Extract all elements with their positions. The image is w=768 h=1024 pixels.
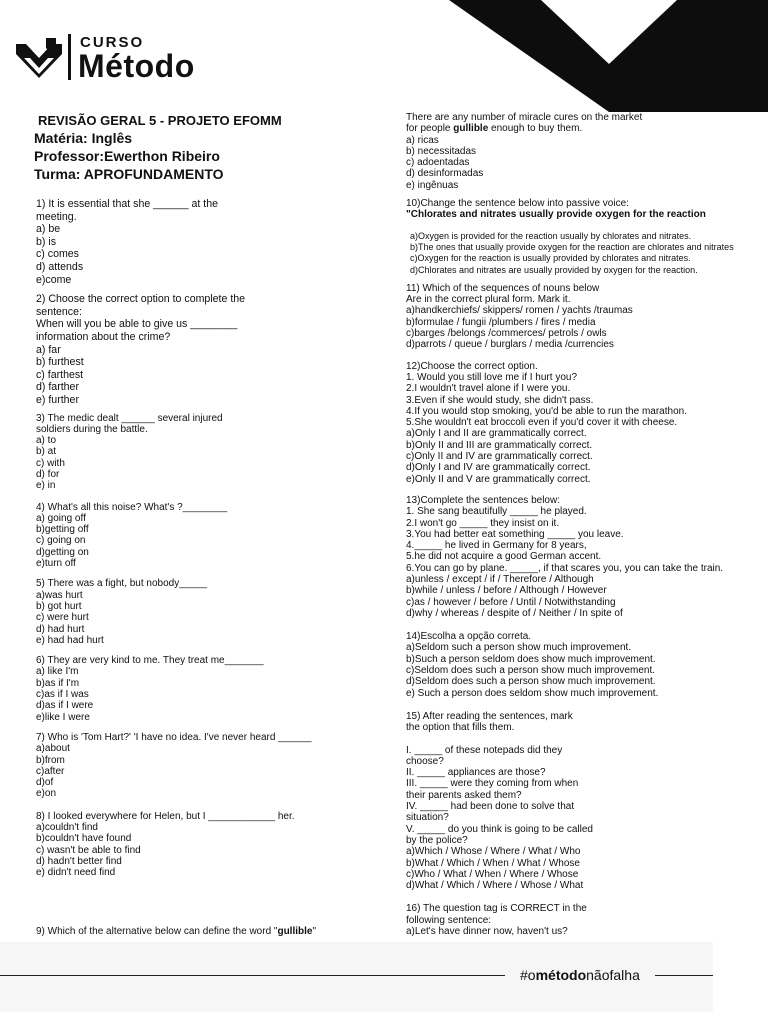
question-line: b)as if I'm xyxy=(36,677,80,689)
question-line: a)unless / except / if / Therefore / Although xyxy=(406,573,594,585)
question-block xyxy=(406,903,756,937)
question-line xyxy=(406,734,756,745)
question-line: a) going off xyxy=(36,512,86,524)
question-line: d) attends xyxy=(36,260,84,273)
question-line: 5.She wouldn't eat broccoli even if you'd cover it with cheese. xyxy=(406,417,678,429)
q9-suffix: " xyxy=(312,926,317,937)
question-line: d) for xyxy=(36,468,60,480)
q9-sentence: There are any number of miracle cures on the market xyxy=(406,112,643,123)
question-line: c) wasn't be able to find xyxy=(36,844,141,856)
question-line: c) were hurt xyxy=(36,612,89,624)
question-line: soldiers during the battle. xyxy=(36,423,148,435)
question-line: d)of xyxy=(36,777,54,789)
slogan-word-2: não xyxy=(586,967,610,983)
question-prompt: 5) There was a fight, but nobody_____ xyxy=(36,578,208,590)
option: b) necessitadas xyxy=(406,145,477,157)
question-line: a)Only I and II are grammatically correct. xyxy=(406,428,587,440)
option: a)Oxygen is provided for the reaction usually by chlorates and nitrates. xyxy=(410,230,692,241)
review-title: REVISÃO GERAL 5 - PROJETO EFOMM xyxy=(38,113,282,128)
option: b)The ones that usually provide oxygen for the reaction are chlorates and nitrates xyxy=(410,241,734,252)
slogan-word-1: método xyxy=(535,967,587,983)
question-line: e) Such a person does seldom show much improvement. xyxy=(406,687,659,699)
question-prompt: 16) The question tag is CORRECT in the xyxy=(406,903,587,915)
question-line: b)while / unless / before / Although / However xyxy=(406,585,607,597)
option: e) ingênuas xyxy=(406,179,459,191)
logo-icon xyxy=(16,36,62,80)
question-line: information about the crime? xyxy=(36,330,171,343)
question-line: situation? xyxy=(406,812,449,824)
question-line: e) in xyxy=(36,480,56,492)
q10-prompt: 10)Change the sentence below into passive voice: xyxy=(406,198,629,210)
question-line: 4.If you would stop smoking, you'd be able to run the marathon. xyxy=(406,405,687,417)
question-line: d)parrots / queue / burglars / media /currencies xyxy=(406,339,614,351)
question-line: e) further xyxy=(36,393,79,406)
question-line: a) be xyxy=(36,223,61,236)
question-line: 3.Even if she would study, she didn't pass. xyxy=(406,394,594,406)
class-line: Turma: APROFUNDAMENTO xyxy=(34,166,224,182)
question-block xyxy=(406,711,756,891)
question-line: d)as if I were xyxy=(36,700,94,712)
slogan-hash: #o xyxy=(520,967,536,983)
question-line: c)barges /belongs /commerces/ petrols / owls xyxy=(406,328,607,340)
footer-rule-right xyxy=(655,975,713,976)
brand-name: Método xyxy=(78,48,195,84)
question-line: d)What / Which / Where / Whose / What xyxy=(406,880,584,892)
question-line: sentence: xyxy=(36,305,82,318)
question-line: b) is xyxy=(36,235,57,248)
question-prompt: 8) I looked everywhere for Helen, but I ____________ her. xyxy=(36,810,295,822)
logo-divider xyxy=(68,34,71,80)
question-line: c)Seldom does such a person show much improvement. xyxy=(406,665,656,677)
question-line: 1. She sang beautifully _____ he played. xyxy=(406,506,587,518)
question-line: c)after xyxy=(36,765,65,777)
question-line: a)was hurt xyxy=(36,589,83,601)
q9-prefix: 9) Which of the alternative below can define the word " xyxy=(36,926,278,937)
question-line: c) with xyxy=(36,457,65,469)
question-prompt: 2) Choose the correct option to complete the xyxy=(36,293,246,306)
q9-sentence-word: gullible xyxy=(453,123,489,135)
question-line: 4._____ he lived in Germany for 8 years, xyxy=(406,540,587,552)
question-line: II. _____ appliances are those? xyxy=(406,767,546,779)
teacher-line: Professor:Ewerthon Ribeiro xyxy=(34,148,220,164)
question-line: c)as if I was xyxy=(36,689,89,701)
question-line: 3.You had better eat something _____ you leave. xyxy=(406,528,624,540)
question-block xyxy=(36,502,396,570)
question-block xyxy=(406,283,756,351)
option: d)Chlorates and nitrates are usually provided by oxygen for the reaction. xyxy=(410,264,698,275)
question-line: e)Only II and V are grammatically correct. xyxy=(406,473,591,485)
question-prompt: 3) The medic dealt ______ several injured xyxy=(36,412,223,424)
question-block xyxy=(406,631,756,699)
question-line: III. _____ were they coming from when xyxy=(406,778,579,790)
right-column xyxy=(406,112,756,944)
q10-sentence: "Chlorates and nitrates usually provide oxygen for the reaction xyxy=(406,209,706,221)
slogan-word-3: falha xyxy=(609,967,640,983)
question-line: meeting. xyxy=(36,210,77,223)
question-line: e) had had hurt xyxy=(36,634,104,646)
right-questions xyxy=(406,283,756,937)
question-prompt: 13)Complete the sentences below: xyxy=(406,494,560,506)
question-line: a) far xyxy=(36,343,61,356)
question-line: a) to xyxy=(36,435,57,447)
left-column xyxy=(36,198,396,885)
option: c) adoentadas xyxy=(406,157,470,169)
question-prompt: 14)Escolha a opção correta. xyxy=(406,631,532,643)
question-9 xyxy=(36,926,316,937)
question-line: b) got hurt xyxy=(36,600,82,612)
question-block xyxy=(36,293,396,406)
question-line: 6.You can go by plane. _____, if that scares you, you can take the train. xyxy=(406,562,724,574)
question-line: a)Seldom such a person show much improvement. xyxy=(406,642,632,654)
question-line: e)come xyxy=(36,273,72,286)
question-line: d)Seldom does such a person show much improvement. xyxy=(406,676,656,688)
question-line: c) farthest xyxy=(36,368,84,381)
question-line: c)Only II and IV are grammatically correct. xyxy=(406,451,593,463)
document-header xyxy=(34,112,282,183)
footer-rule-left xyxy=(0,975,505,976)
question-line: b)getting off xyxy=(36,524,89,536)
question-line: a)Let's have dinner now, haven't us? xyxy=(406,926,568,937)
question-line: d) farther xyxy=(36,381,79,394)
question-block xyxy=(406,495,756,619)
option: a) ricas xyxy=(406,134,439,146)
question-line: a)handkerchiefs/ skippers/ romen / yachts /traumas xyxy=(406,305,633,317)
question-line: 2.I wouldn't travel alone if I were you. xyxy=(406,383,571,395)
question-line: following sentence: xyxy=(406,914,492,926)
question-line: 5.he did not acquire a good German accent. xyxy=(406,551,602,563)
question-line: b)Only II and III are grammatically correct. xyxy=(406,439,593,451)
question-line: 2.I won't go _____ they insist on it. xyxy=(406,517,560,529)
question-line: e)turn off xyxy=(36,558,76,570)
question-block xyxy=(36,811,396,879)
subject-line: Matéria: Inglês xyxy=(34,130,133,146)
question-line: b)from xyxy=(36,754,65,766)
question-line: e)like I were xyxy=(36,711,90,723)
question-line: choose? xyxy=(406,755,444,767)
question-line: 1. Would you still love me if I hurt you? xyxy=(406,371,578,383)
brand-prefix: CURSO xyxy=(80,34,145,51)
option: d) desinformadas xyxy=(406,168,484,180)
question-line: b)formulae / fungii /plumbers / fires / media xyxy=(406,316,596,328)
question-prompt: 4) What's all this noise? What's ?________ xyxy=(36,501,228,513)
question-line: d) hadn't better find xyxy=(36,855,122,867)
question-block xyxy=(36,732,396,800)
question-line: their parents asked them? xyxy=(406,789,522,801)
q9-sentence-pre: for people xyxy=(406,123,454,135)
question-10 xyxy=(406,198,756,276)
question-line: a)Which / Whose / Where / What / Who xyxy=(406,846,581,858)
question-line: c)Who / What / When / Where / Whose xyxy=(406,868,579,880)
question-line: b)What / Which / When / What / Whose xyxy=(406,857,580,869)
option: c)Oxygen for the reaction is usually provided by chlorates and nitrates. xyxy=(410,253,691,264)
question-block xyxy=(406,361,756,485)
question-block xyxy=(36,655,396,723)
question-line: e)on xyxy=(36,788,57,800)
question-line: b) at xyxy=(36,446,57,458)
question-line: c) comes xyxy=(36,248,79,261)
question-line: c)as / however / before / Until / Notwithstanding xyxy=(406,596,616,608)
question-prompt: 6) They are very kind to me. They treat me_______ xyxy=(36,655,264,667)
question-prompt: 1) It is essential that she ______ at the xyxy=(36,198,218,210)
question-prompt: 11) Which of the sequences of nouns below xyxy=(406,282,600,294)
question-prompt: 15) After reading the sentences, mark xyxy=(406,710,573,722)
q9-sentence-post: enough to buy them. xyxy=(488,123,583,135)
q9-word: gullible xyxy=(277,926,313,937)
question-prompt: 7) Who is 'Tom Hart?' 'I have no idea. I've never heard ______ xyxy=(36,731,312,743)
footer-slogan xyxy=(520,967,640,983)
question-line: b)couldn't have found xyxy=(36,833,132,845)
question-line: d)Only I and IV are grammatically correct. xyxy=(406,462,591,474)
question-prompt: 12)Choose the correct option. xyxy=(406,360,538,372)
decorative-chevron-graphic xyxy=(449,0,768,112)
question-line: When will you be able to give us ________ xyxy=(36,318,238,331)
question-line: a) like I'm xyxy=(36,666,79,678)
q9-continuation xyxy=(406,112,756,191)
question-line: I. _____ of these notepads did they xyxy=(406,744,563,756)
question-block xyxy=(36,578,396,646)
question-line: e) didn't need find xyxy=(36,867,116,879)
q9-sentence-2 xyxy=(406,123,756,134)
question-line: d)getting on xyxy=(36,546,89,558)
question-line: the option that fills them. xyxy=(406,722,515,734)
question-block xyxy=(36,198,396,286)
question-line: c) going on xyxy=(36,535,86,547)
question-line: by the police? xyxy=(406,834,468,846)
question-line: d) had hurt xyxy=(36,623,85,635)
question-line: b) furthest xyxy=(36,356,84,369)
question-line: Are in the correct plural form. Mark it. xyxy=(406,294,571,306)
question-line: a)couldn't find xyxy=(36,822,98,833)
question-line: V. _____ do you think is going to be called xyxy=(406,823,593,835)
question-line: a)about xyxy=(36,743,70,755)
question-block xyxy=(36,413,396,492)
question-line: IV. _____ had been done to solve that xyxy=(406,801,575,813)
question-line: d)why / whereas / despite of / Neither / In spite of xyxy=(406,607,623,619)
question-line: b)Such a person seldom does show much improvement. xyxy=(406,653,656,665)
